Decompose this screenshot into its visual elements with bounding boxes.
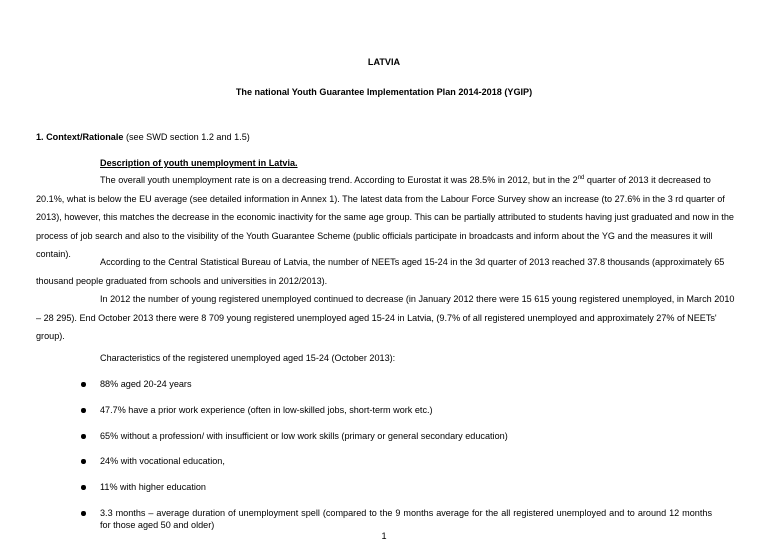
bullet-icon (81, 511, 86, 516)
paragraph-1-rest: quarter of 2013 it decreased to 20.1%, what is below the EU average (see detailed information in Annex 1). The latest data from the Labour Force Survey show an increase (to 27.6% in the 3 rd quarter of 2013), however, this matches the decrease in the economic inactivity for the same age group. This can be partially attributed to students having just graduated and now in the process of job search and also to the visibility of the Youth Guarantee Scheme (public officials participate in broadcasts and inform about the YG and the measures it will contain). (36, 175, 734, 259)
bullet-icon (81, 485, 86, 490)
country-title: LATVIA (367, 57, 401, 67)
bullet-icon (81, 408, 86, 413)
subheading: Description of youth unemployment in Latvia. (100, 158, 298, 168)
paragraph-1-start: The overall youth unemployment rate is on a decreasing trend. According to Eurostat it was 28.5% in 2012, but in the 2 (100, 175, 578, 185)
section-reference: (see SWD section 1.2 and 1.5) (123, 132, 250, 142)
page-number: 1 (381, 531, 387, 541)
paragraph-3-text: In 2012 the number of young registered unemployed continued to decrease (in January 2012 there were 15 615 young registered unemployed, in March 2010 – 28 295). End October 2013 there were 8 709 young registered unemployed aged 15-24 in Latvia, (9.7% of all registered unemployed and approximately 27% of NEETs' group). (36, 294, 735, 341)
list-item: 47.7% have a prior work experience (often in low-skilled jobs, short-term work etc.) (100, 405, 433, 415)
paragraph-neets (36, 253, 736, 290)
list-intro: Characteristics of the registered unemployed aged 15-24 (October 2013): (100, 353, 396, 363)
plan-title: The national Youth Guarantee Implementation Plan 2014-2018 (YGIP) (235, 87, 533, 97)
paragraph-registered-unemployed (36, 290, 736, 346)
list-item: 24% with vocational education, (100, 456, 225, 466)
bullet-icon (81, 382, 86, 387)
list-item: 3.3 months – average duration of unemployment spell (compared to the 9 months average for the all registered unemployed and to around 12 months for those aged 50 and older) (100, 508, 712, 530)
list-item: 65% without a profession/ with insufficient or low work skills (primary or general secondary education) (100, 431, 508, 441)
section-heading: 1. Context/Rationale (36, 132, 124, 142)
superscript-nd: nd (577, 175, 585, 181)
section-heading-line (36, 131, 250, 143)
paragraph-youth-unemployment-rate (36, 171, 736, 264)
list-item: 11% with higher education (100, 482, 206, 492)
bullet-icon (81, 434, 86, 439)
bullet-icon (81, 459, 86, 464)
paragraph-2-text: According to the Central Statistical Bureau of Latvia, the number of NEETs aged 15-24 in the 3d quarter of 2013 reached 37.8 thousands (approximately 65 thousand people graduated from schools and universities in 2012/2013). (36, 257, 725, 286)
list-item: 88% aged 20-24 years (100, 379, 192, 389)
